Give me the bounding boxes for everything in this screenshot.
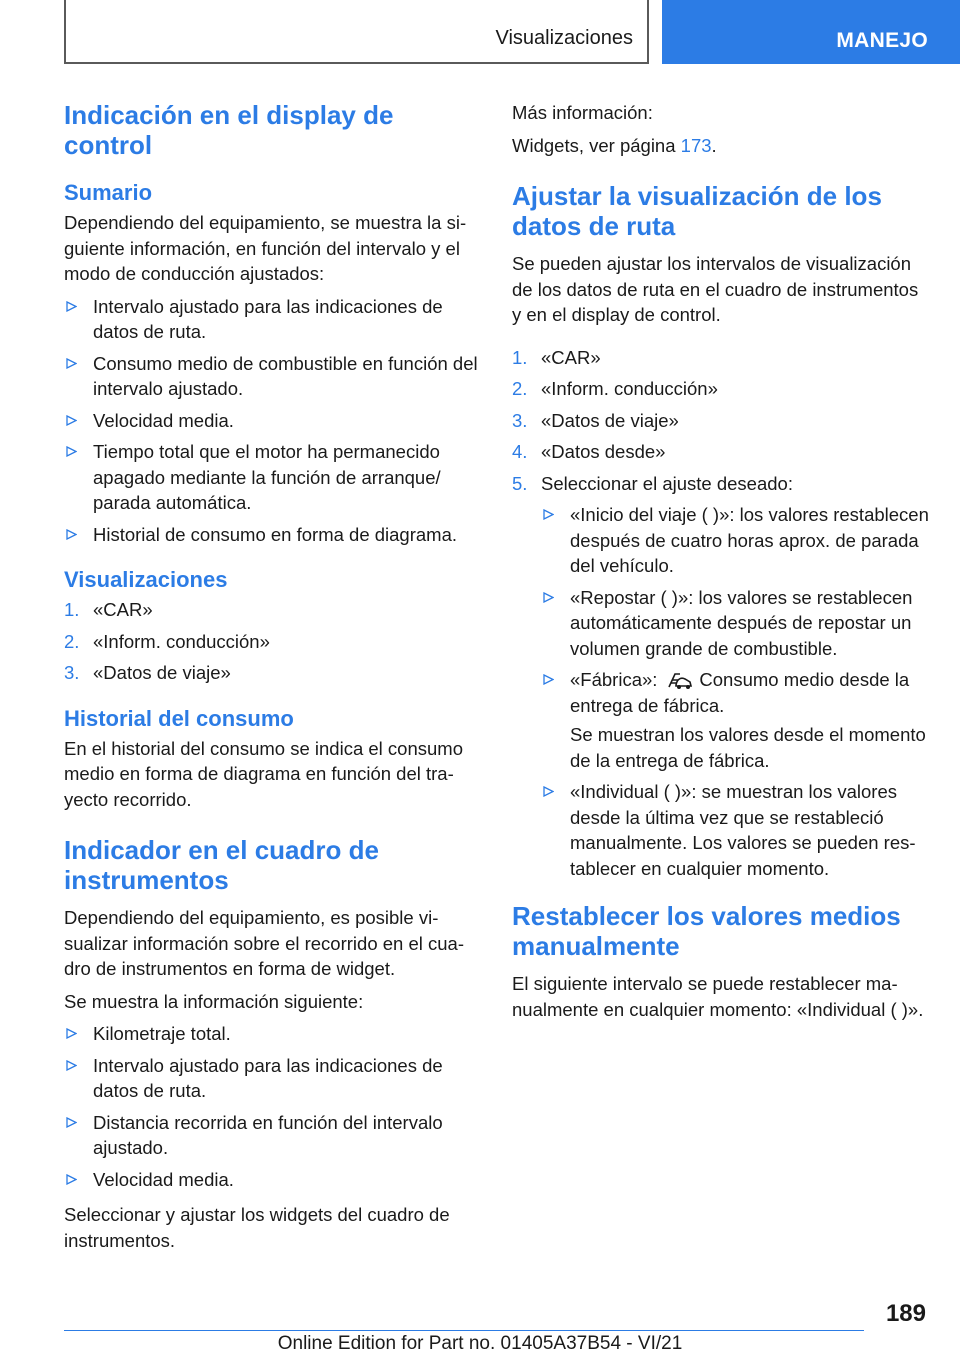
- heading-historial: Historial del consumo: [64, 705, 294, 731]
- header-section-title: Visualizaciones: [495, 27, 633, 49]
- page-number: 189: [885, 1300, 926, 1327]
- step-item: 3. «Datos de viaje»: [64, 662, 231, 683]
- heading-sumario: Sumario: [64, 180, 153, 205]
- list-item: Velocidad media.: [64, 1167, 480, 1193]
- right-column: [512, 100, 932, 1029]
- list-item: Tiempo total que el motor ha permanecido apagado mediante la función de arranque/ parada automática.: [64, 439, 480, 516]
- paragraph-mas-info: Más información:: [512, 102, 653, 123]
- triangle-bullet-icon: [66, 446, 77, 457]
- list-item: Kilometraje total.: [64, 1021, 480, 1047]
- step-item: 5. Seleccionar el ajuste deseado: «Inicio del viaje ( )»: los valores restablecen después de cuatro horas aprox. de parada del vehículo. «Repostar ( )»: los valores se restablecen automáticamente después de repostar un volumen grande de combustible. «Fábrica»: Consumo medio desde la entrega de fábrica. Se muestran los valores desde el momento de la entrega de fábrica. «Individual ( )»: se muestran los valores desde la última vez que se restableció manualmente. Los valores se pueden restablecer en cualquier momento.: [512, 471, 932, 882]
- paragraph-historial: En el historial del consumo se indica el consumo medio en forma de diagrama en función del trayecto recorrido.: [64, 737, 463, 810]
- paragraph-ajustar: Se pueden ajustar los intervalos de visualización de los datos de ruta en el cuadro de instrumentos y en el display de control.: [512, 253, 919, 325]
- footer-divider: [64, 1330, 864, 1331]
- list-item: Intervalo ajustado para las indicaciones de datos de ruta.: [64, 1053, 480, 1104]
- list-item: Velocidad media.: [64, 408, 480, 434]
- triangle-bullet-icon: [66, 358, 77, 369]
- triangle-bullet-icon: [66, 1060, 77, 1071]
- list-sumario: [64, 294, 480, 548]
- heading-cuadro-instrumentos: Indicador en el cuadro de instrumentos: [64, 835, 379, 895]
- list-cuadro: [64, 1021, 480, 1192]
- list-item: Distancia recorrida en función del intervalo ajustado.: [64, 1110, 480, 1161]
- paragraph-cuadro: Dependiendo del equipamiento, es posible visualizar información sobre el recorrido en el cuadro de instrumentos en forma de widget.: [64, 907, 465, 979]
- triangle-bullet-icon: [543, 786, 554, 797]
- triangle-bullet-icon: [543, 592, 554, 603]
- header-section-box: [64, 0, 649, 64]
- step-item: 2. «Inform. conducción»: [64, 630, 270, 652]
- step-item: 3. «Datos de viaje»: [512, 409, 679, 431]
- triangle-bullet-icon: [66, 415, 77, 426]
- heading-visualizaciones: Visualizaciones: [64, 567, 228, 592]
- list-ajuste-options: [541, 502, 932, 881]
- paragraph-restablecer: El siguiente intervalo se puede restablecer manualmente en cualquier momento: «Individual ( )».: [512, 973, 924, 1020]
- triangle-bullet-icon: [66, 301, 77, 312]
- step-item: 4. «Datos desde»: [512, 441, 666, 462]
- paragraph-widgets: Seleccionar y ajustar los widgets del cuadro de instrumentos.: [64, 1204, 450, 1251]
- triangle-bullet-icon: [66, 1117, 77, 1128]
- list-ajustar-steps: [512, 345, 932, 882]
- heading-display-control: Indicación en el display de control: [64, 100, 394, 160]
- car-factory-icon: [667, 670, 693, 690]
- paragraph-sumario: Dependiendo del equipamiento, se muestra la siguiente información, en función del intervalo y el modo de conducción ajustados:: [64, 212, 467, 284]
- left-column: [64, 100, 480, 1260]
- triangle-bullet-icon: [66, 1174, 77, 1185]
- step-item: 1. «CAR»: [64, 599, 153, 620]
- triangle-bullet-icon: [66, 1028, 77, 1039]
- triangle-bullet-icon: [66, 529, 77, 540]
- list-visualizaciones-steps: [64, 597, 480, 686]
- paragraph-widgets-ref: Widgets, ver página 173.: [512, 134, 717, 156]
- header-chapter-tab[interactable]: MANEJO: [662, 0, 960, 64]
- list-item: Historial de consumo en forma de diagrama.: [64, 522, 480, 548]
- triangle-bullet-icon: [543, 509, 554, 520]
- step-item: 2. «Inform. conducción»: [512, 378, 718, 399]
- list-item: Intervalo ajustado para las indicaciones de datos de ruta.: [64, 294, 480, 345]
- list-item: «Repostar ( )»: los valores se restablecen automáticamente después de repostar un volumen grande de combustible.: [541, 585, 932, 662]
- paragraph-fabrica-note: Se muestran los valores desde el momento de la entrega de fábrica.: [570, 724, 926, 771]
- list-item: «Fábrica»: Consumo medio desde la entrega de fábrica. Se muestran los valores desde el momento de la entrega de fábrica.: [541, 667, 932, 773]
- heading-ajustar: Ajustar la visualización de los datos de ruta: [512, 181, 882, 241]
- step-item: 1. «CAR»: [512, 346, 601, 368]
- page-ref-link[interactable]: 173: [680, 134, 712, 156]
- list-item: «Individual ( )»: se muestran los valores desde la última vez que se restableció manualmente. Los valores se pueden restablecer en cualquier momento.: [541, 779, 932, 881]
- list-item: Consumo medio de combustible en función del intervalo ajustado.: [64, 351, 480, 402]
- footer-edition-text: Online Edition for Part no. 01405A37B54 - VI/21: [277, 1333, 683, 1354]
- list-item: «Inicio del viaje ( )»: los valores restablecen después de cuatro horas aprox. de parada del vehículo.: [541, 502, 932, 579]
- paragraph-muestra: Se muestra la información siguiente:: [64, 990, 364, 1012]
- heading-restablecer: Restablecer los valores medios manualmente: [512, 901, 901, 961]
- triangle-bullet-icon: [543, 674, 554, 685]
